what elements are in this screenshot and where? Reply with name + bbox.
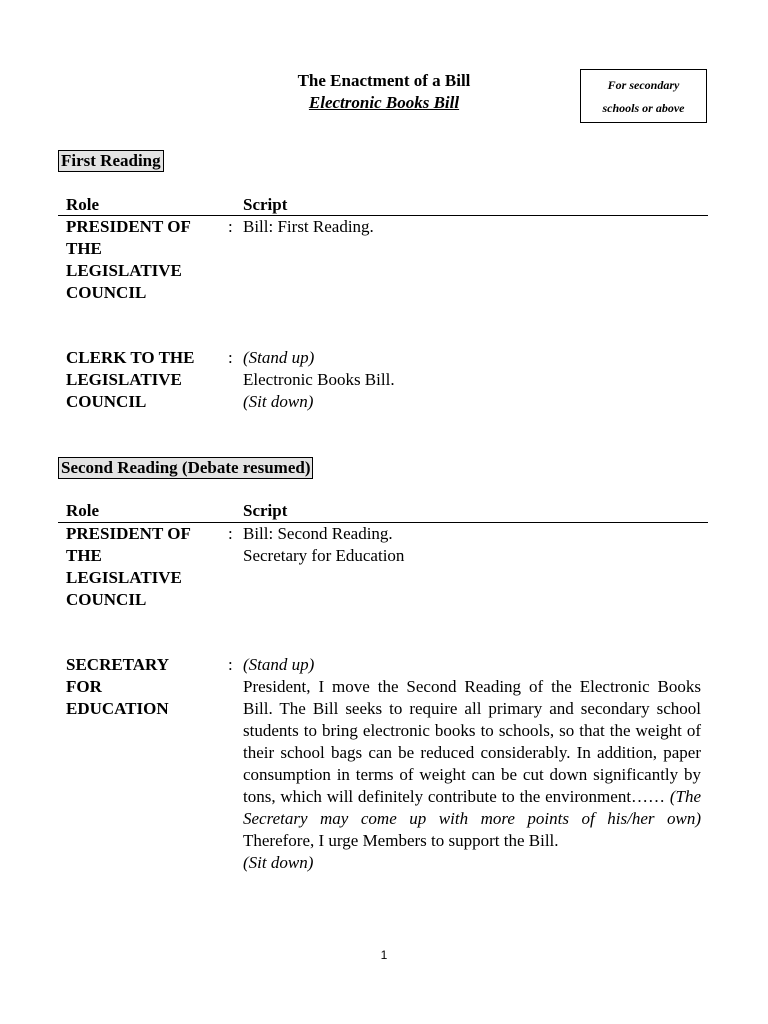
- role-line: PRESIDENT OF: [66, 524, 191, 543]
- script-line: Electronic Books Bill.: [243, 370, 395, 389]
- role-line: LEGISLATIVE: [66, 370, 182, 389]
- role-line: EDUCATION: [66, 699, 169, 718]
- role-line: SECRETARY: [66, 655, 169, 674]
- stage-direction: (Stand up): [243, 655, 315, 674]
- role-line: COUNCIL: [66, 392, 147, 411]
- role-line: LEGISLATIVE: [66, 261, 182, 280]
- role-line: CLERK TO THE: [66, 348, 195, 367]
- page-number: 1: [380, 948, 388, 962]
- script-column-header: Script: [243, 501, 288, 520]
- role-line: COUNCIL: [66, 590, 147, 609]
- role-secretary: [66, 654, 169, 720]
- role-line: THE: [66, 546, 102, 565]
- bill-name: Electronic Books Bill: [308, 93, 460, 112]
- speech-text: President, I move the Second Reading of the Electronic Books Bill. The Bill seeks to require all primary and secondary school students to bring electronic books to schools, so that the weight of their school bags can be reduced considerably. In addition, paper consumption in terms of weight can be cut down significantly by tons, which will definitely contribute to the environment……: [243, 677, 701, 806]
- stage-direction: (Sit down): [243, 392, 314, 411]
- colon: :: [228, 655, 233, 674]
- script-clerk: [243, 347, 701, 413]
- role-column-header: Role: [66, 195, 100, 214]
- colon: :: [228, 217, 233, 236]
- script-president-first: [243, 216, 701, 238]
- stage-direction: (Stand up): [243, 348, 315, 367]
- page-title: The Enactment of a Bill: [297, 71, 471, 90]
- script-line: Bill: Second Reading.: [243, 524, 393, 543]
- audience-line-1: For secondary: [607, 78, 680, 92]
- role-line: PRESIDENT OF: [66, 217, 191, 236]
- role-president: [66, 216, 214, 304]
- speech-conclusion: Therefore, I urge Members to support the Bill.: [243, 831, 559, 850]
- role-line: FOR: [66, 677, 102, 696]
- role-column-header: Role: [66, 501, 100, 520]
- section-heading-first-reading: First Reading: [58, 150, 164, 172]
- audience-box: [580, 69, 707, 123]
- script-president-second: [243, 523, 701, 567]
- audience-line-2: schools or above: [602, 101, 685, 115]
- role-line: COUNCIL: [66, 283, 147, 302]
- title-block: [200, 70, 568, 114]
- script-secretary: [243, 654, 701, 874]
- colon: :: [228, 348, 233, 367]
- script-line: Secretary for Education: [243, 546, 405, 565]
- speech-aside: (The Secretary may come up with more points of his/her own): [243, 787, 702, 828]
- role-president: [66, 523, 214, 611]
- role-line: THE: [66, 239, 102, 258]
- secretary-speech: [243, 676, 701, 852]
- script-column-header: Script: [243, 195, 288, 214]
- script-line: Bill: First Reading.: [243, 217, 374, 236]
- role-line: LEGISLATIVE: [66, 568, 182, 587]
- stage-direction: (Sit down): [243, 853, 314, 872]
- role-clerk: [66, 347, 214, 413]
- colon: :: [228, 524, 233, 543]
- section-heading-second-reading: Second Reading (Debate resumed): [58, 457, 313, 479]
